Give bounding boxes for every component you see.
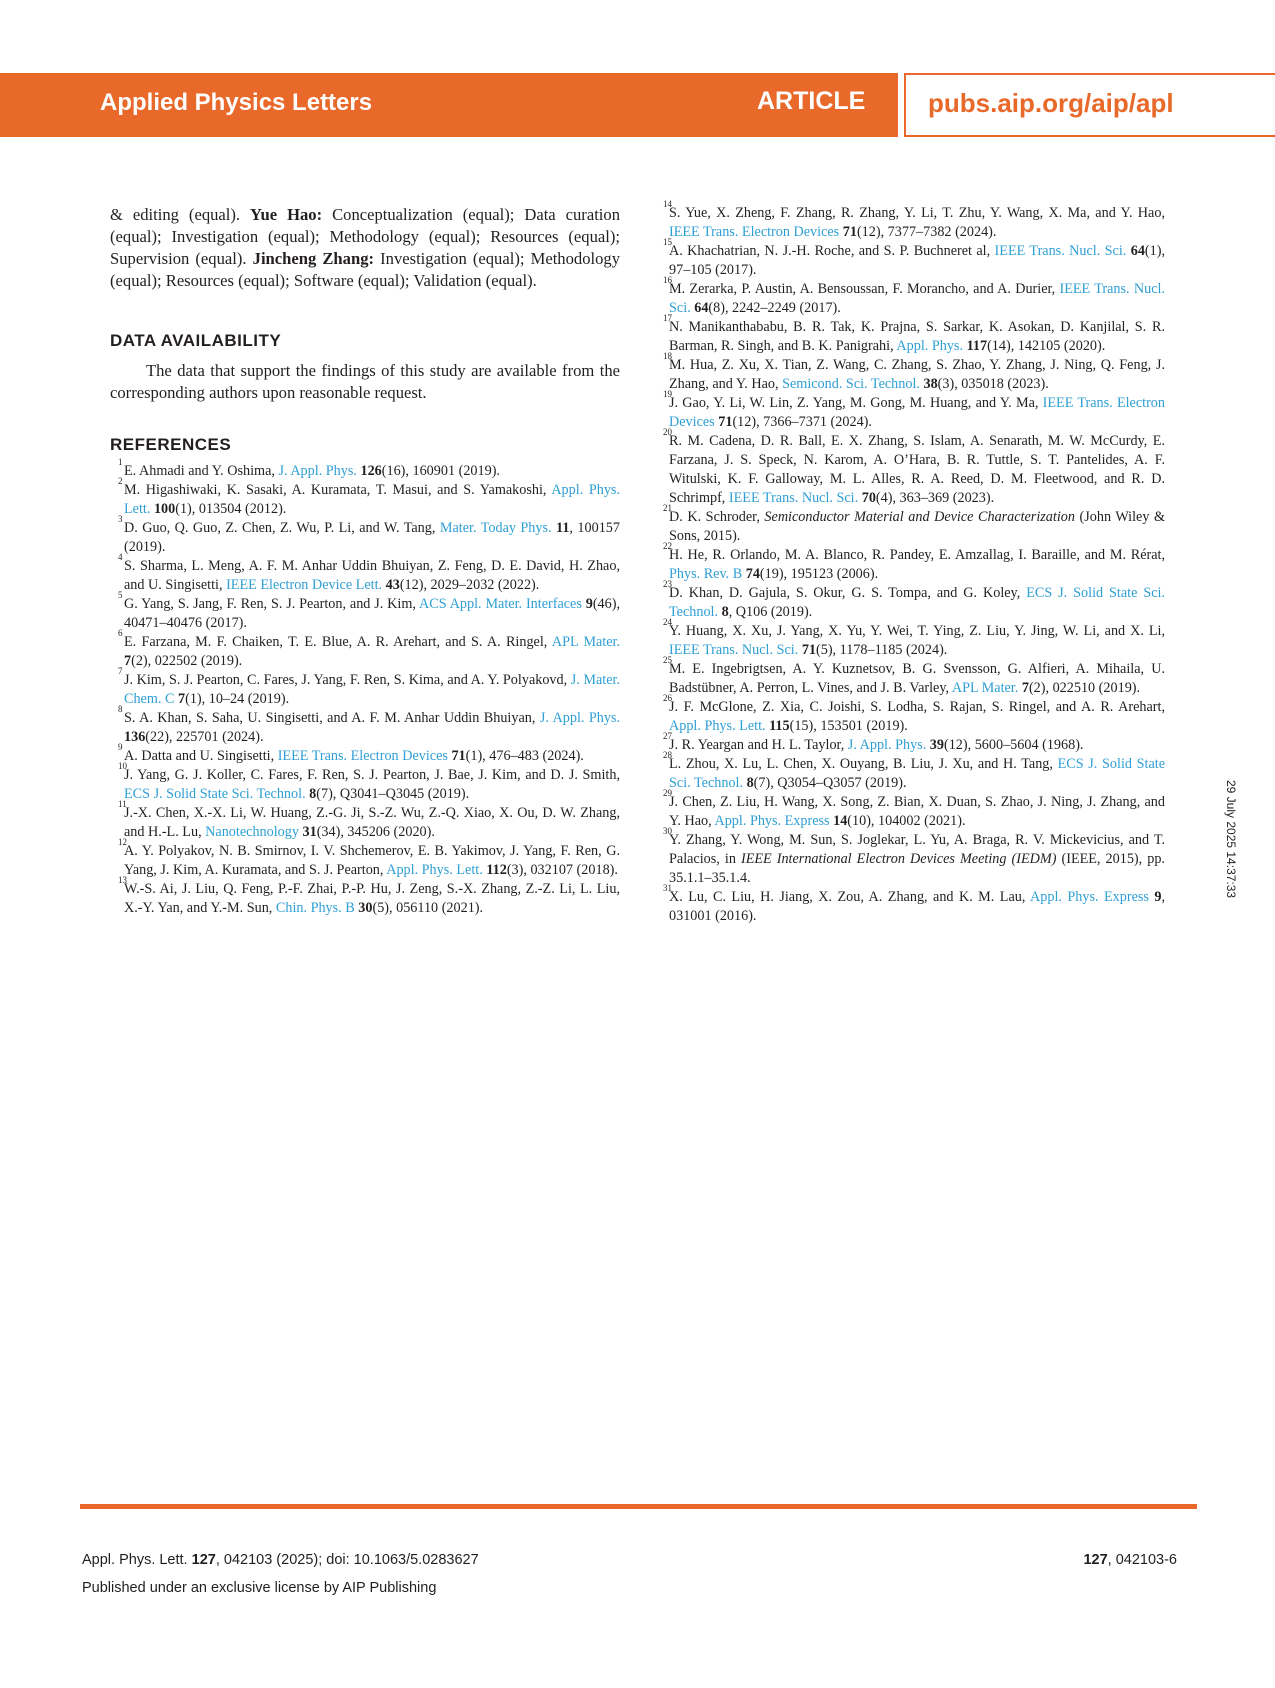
journal-url-link[interactable]: pubs.aip.org/aip/apl xyxy=(928,88,1174,118)
reference-details: (2), 022502 (2019). xyxy=(131,653,243,669)
reference-number: 22 xyxy=(663,541,672,551)
journal-link[interactable]: Chin. Phys. B xyxy=(275,900,355,916)
reference-item xyxy=(655,731,1165,755)
footer-citation xyxy=(82,1552,479,1568)
reference-details: (5), 1178–1185 (2024). xyxy=(816,642,948,658)
reference-details: (46), 40471–40476 (2017). xyxy=(124,596,620,631)
reference-volume: 64 xyxy=(694,300,709,316)
reference-details: (4), 363–369 (2023). xyxy=(875,490,995,506)
article-type-label: ARTICLE xyxy=(757,87,866,115)
reference-authors: A. Datta and U. Singisetti, xyxy=(124,748,278,764)
reference-details: (12), 7366–7371 (2024). xyxy=(732,414,872,430)
reference-authors: A. Y. Polyakov, N. B. Smirnov, I. V. Shchemerov, E. B. Yakimov, J. Yang, F. Ren, G. Yang, J. Kim, A. Kuramata, and S. J. Pearton, xyxy=(124,843,620,878)
reference-details: (1), 476–483 (2024). xyxy=(465,748,584,764)
reference-details: (1), 97–105 (2017). xyxy=(669,243,1165,278)
footer-publisher-note: Published under an exclusive license by AIP Publishing xyxy=(82,1580,437,1596)
journal-link[interactable]: IEEE Trans. Nucl. Sci. xyxy=(669,642,799,658)
reference-volume: 136 xyxy=(124,729,146,745)
download-timestamp: 29 July 2025 14:37:33 xyxy=(1224,780,1238,899)
reference-number: 12 xyxy=(118,837,127,847)
reference-item xyxy=(655,750,1166,793)
reference-authors: A. Khachatrian, N. J.-H. Roche, and S. P. Buchneret al, xyxy=(669,243,995,259)
reference-details: (1), 10–24 (2019). xyxy=(185,691,290,707)
reference-number: 3 xyxy=(118,514,123,524)
reference-item xyxy=(655,617,1165,660)
reference-volume: 38 xyxy=(923,376,938,392)
data-availability-text: The data that support the findings of this study are available from the corresponding authors upon reasonable request. xyxy=(110,361,620,402)
reference-authors: N. Manikanthababu, B. R. Tak, K. Prajna, S. Sarkar, K. Asokan, D. Kanjilal, S. R. Barman, R. Singh, and B. K. Panigrahi, xyxy=(669,319,1165,354)
footer-citation-doi: , 042103 (2025); doi: 10.1063/5.0283627 xyxy=(215,1552,479,1568)
reference-details: (IEEE, 2015), pp. 35.1.1–35.1.4. xyxy=(669,851,1165,886)
journal-link[interactable]: J. Mater. Chem. C xyxy=(124,672,620,707)
reference-number: 16 xyxy=(663,275,672,285)
reference-authors: J. R. Yeargan and H. L. Taylor, xyxy=(669,737,848,753)
reference-item xyxy=(110,704,621,747)
reference-number: 11 xyxy=(118,799,127,809)
book-title: Semiconductor Material and Device Characterization xyxy=(764,509,1075,525)
reference-authors: J. Kim, S. J. Pearton, C. Fares, J. Yang, F. Ren, S. Kima, and A. Y. Polyakovd, xyxy=(124,672,571,688)
reference-volume: 14 xyxy=(833,813,848,829)
reference-authors: J.-X. Chen, X.-X. Li, W. Huang, Z.-G. Ji, S.-Z. Wu, Z.-Q. Xiao, X. Ou, D. W. Zhang, and H.-L. Lu, xyxy=(124,805,620,840)
reference-authors: J. Yang, G. J. Koller, C. Fares, F. Ren, S. J. Pearton, J. Bae, J. Kim, and D. J. Smith, xyxy=(124,767,620,783)
reference-details: (3), 035018 (2023). xyxy=(937,376,1049,392)
footer-page-number xyxy=(1083,1552,1177,1568)
reference-volume: 8 xyxy=(309,786,317,802)
footer-citation-journal: Appl. Phys. Lett. xyxy=(82,1552,192,1568)
reference-number: 9 xyxy=(118,742,123,752)
references-heading: REFERENCES xyxy=(110,435,232,454)
reference-volume: 100 xyxy=(153,501,176,517)
reference-item xyxy=(655,788,1165,831)
reference-number: 25 xyxy=(663,655,672,665)
journal-link[interactable]: ECS J. Solid State Sci. Technol. xyxy=(669,756,1166,791)
reference-number: 5 xyxy=(118,590,123,600)
reference-volume: 8 xyxy=(721,604,729,620)
journal-link[interactable]: Appl. Phys. Express xyxy=(1030,889,1149,905)
reference-details: (12), 2029–2032 (2022). xyxy=(399,577,540,593)
reference-number: 14 xyxy=(663,199,672,209)
reference-item xyxy=(110,552,620,595)
reference-details: (John Wiley & Sons, 2015). xyxy=(669,509,1166,544)
reference-number: 20 xyxy=(663,427,672,437)
reference-number: 6 xyxy=(118,628,123,638)
reference-authors: Y. Huang, X. Xu, J. Yang, X. Yu, Y. Wei, T. Ying, Z. Liu, Y. Jing, W. Li, and X. Li, xyxy=(669,623,1165,639)
contrib-text: Investigation (equal); Methodology (equal); Resources (equal); Software (equal); Validation (equal). xyxy=(110,249,620,290)
reference-details: (5), 056110 (2021). xyxy=(372,900,484,916)
reference-volume: 30 xyxy=(358,900,373,916)
reference-item xyxy=(655,826,1165,888)
reference-volume: 71 xyxy=(842,224,857,240)
reference-details: , 100157 (2019). xyxy=(124,520,620,555)
reference-authors: M. Higashiwaki, K. Sasaki, A. Kuramata, T. Masui, and S. Yamakoshi, xyxy=(124,482,552,498)
reference-item xyxy=(655,427,1165,508)
reference-item xyxy=(110,875,620,918)
reference-volume: 71 xyxy=(718,414,733,430)
data-availability-heading: DATA AVAILABILITY xyxy=(110,331,282,350)
reference-item xyxy=(655,237,1165,280)
reference-authors: E. Ahmadi and Y. Oshima, xyxy=(124,463,279,479)
reference-number: 29 xyxy=(663,788,672,798)
reference-authors: M. E. Ingebrigtsen, A. Y. Kuznetsov, B. G. Svensson, G. Alfieri, A. Mihaila, U. Badstübner, A. Perron, L. Vines, and J. B. Varley, xyxy=(669,661,1165,696)
journal-link[interactable]: Nanotechnology xyxy=(205,824,299,840)
reference-details: (14), 142105 (2020). xyxy=(987,338,1106,354)
reference-number: 1 xyxy=(118,457,123,467)
reference-authors: D. K. Schroder, xyxy=(669,509,765,525)
reference-details: (7), Q3054–Q3057 (2019). xyxy=(753,775,907,791)
reference-details: (8), 2242–2249 (2017). xyxy=(708,300,841,316)
reference-volume: 8 xyxy=(746,775,754,791)
reference-item xyxy=(110,628,620,671)
reference-item xyxy=(655,541,1165,584)
reference-volume: 115 xyxy=(769,718,790,734)
reference-authors: L. Zhou, X. Lu, L. Chen, X. Ouyang, B. Liu, J. Xu, and H. Tang, xyxy=(669,756,1058,772)
right-column xyxy=(655,199,1166,926)
journal-link[interactable]: IEEE Trans. Nucl. Sci. xyxy=(669,281,1165,316)
reference-volume: 64 xyxy=(1130,243,1145,259)
journal-link[interactable]: J. Appl. Phys. xyxy=(539,710,621,726)
reference-details: (3), 032107 (2018). xyxy=(506,862,618,878)
reference-authors: D. Khan, D. Gajula, S. Okur, G. S. Tompa, and G. Koley, xyxy=(669,585,1027,601)
reference-number: 31 xyxy=(663,883,672,893)
journal-link[interactable]: IEEE Electron Device Lett. xyxy=(226,577,383,593)
reference-authors: G. Yang, S. Jang, F. Ren, S. J. Pearton, and J. Kim, xyxy=(124,596,419,612)
reference-volume: 9 xyxy=(585,596,593,612)
journal-link[interactable]: APL Mater. xyxy=(551,634,620,650)
reference-item xyxy=(110,761,620,804)
reference-details: (34), 345206 (2020). xyxy=(316,824,435,840)
reference-authors: R. M. Cadena, D. R. Ball, E. X. Zhang, S. Islam, A. Senarath, M. W. McCurdy, E. Farzana, J. S. Speck, N. Karom, A. O’Hara, B. R. Tuttle, S. T. Pantelides, A. F. Witulski, K. F. Galloway, M. L. Alles, R. A. Reed, D. M. Fleetwood, and R. D. Schrimpf, xyxy=(669,433,1165,506)
reference-item xyxy=(655,503,1166,546)
reference-volume: 71 xyxy=(801,642,816,658)
journal-link[interactable]: ECS J. Solid State Sci. Technol. xyxy=(124,786,306,802)
reference-item xyxy=(655,199,1165,242)
journal-link[interactable]: Appl. Phys. xyxy=(896,338,964,354)
reference-volume: 11 xyxy=(556,520,570,536)
contrib-author-name: Yue Hao: xyxy=(250,205,323,224)
journal-link[interactable]: Appl. Phys. Lett. xyxy=(124,482,620,517)
reference-details: (16), 160901 (2019). xyxy=(381,463,500,479)
reference-number: 23 xyxy=(663,579,672,589)
reference-details: (12), 7377–7382 (2024). xyxy=(856,224,997,240)
reference-number: 28 xyxy=(663,750,672,760)
author-contributions-paragraph xyxy=(110,204,620,292)
journal-link[interactable]: Phys. Rev. B xyxy=(669,566,743,582)
reference-item xyxy=(110,476,620,519)
reference-item xyxy=(110,590,620,633)
reference-number: 19 xyxy=(663,389,672,399)
reference-volume: 7 xyxy=(124,653,132,669)
reference-volume: 112 xyxy=(486,862,507,878)
reference-number: 21 xyxy=(663,503,672,513)
journal-link[interactable]: Appl. Phys. Lett. xyxy=(386,862,483,878)
reference-item xyxy=(655,389,1165,432)
reference-authors: M. Hua, Z. Xu, X. Tian, Z. Wang, C. Zhang, S. Zhao, Y. Zhang, J. Ning, Q. Feng, J. Zhang, and Y. Hao, xyxy=(669,357,1165,392)
reference-number: 24 xyxy=(663,617,672,627)
reference-item xyxy=(655,693,1165,736)
journal-link[interactable]: J. Appl. Phys. xyxy=(847,737,927,753)
footer-citation-volume: 127 xyxy=(191,1552,216,1568)
reference-authors: X. Lu, C. Liu, H. Jiang, X. Zou, A. Zhang, and K. M. Lau, xyxy=(669,889,1031,905)
reference-details: (10), 104002 (2021). xyxy=(847,813,966,829)
reference-volume: 74 xyxy=(745,566,760,582)
reference-volume: 9 xyxy=(1154,889,1162,905)
reference-number: 7 xyxy=(118,666,123,676)
proceedings-title: IEEE International Electron Devices Meeting (IEDM) xyxy=(740,851,1057,867)
contrib-author-name: Jincheng Zhang: xyxy=(252,249,375,268)
reference-authors: S. Sharma, L. Meng, A. F. M. Anhar Uddin Bhuiyan, Z. Feng, D. E. David, H. Zhao, and U. Singisetti, xyxy=(124,558,620,593)
journal-link[interactable]: IEEE Trans. Electron Devices xyxy=(277,748,448,764)
reference-authors: D. Guo, Q. Guo, Z. Chen, Z. Wu, P. Li, and W. Tang, xyxy=(124,520,440,536)
journal-link[interactable]: ECS J. Solid State Sci. Technol. xyxy=(669,585,1165,620)
reference-authors: S. Yue, X. Zheng, F. Zhang, R. Zhang, Y. Li, T. Zhu, Y. Wang, X. Ma, and Y. Hao, xyxy=(669,205,1165,221)
reference-item xyxy=(110,837,620,880)
contrib-text: & editing (equal). xyxy=(110,205,251,224)
journal-link[interactable]: ACS Appl. Mater. Interfaces xyxy=(419,596,582,612)
reference-item xyxy=(655,883,1166,926)
reference-volume: 43 xyxy=(385,577,400,593)
reference-number: 15 xyxy=(663,237,672,247)
reference-item xyxy=(655,275,1165,318)
contrib-text: Conceptualization (equal); Data curation (equal); Investigation (equal); Methodology (equal); Resources (equal); Supervision (equal). xyxy=(110,205,621,268)
reference-item xyxy=(655,351,1165,394)
reference-volume: 71 xyxy=(451,748,466,764)
reference-details: (12), 5600–5604 (1968). xyxy=(943,737,1084,753)
reference-number: 4 xyxy=(118,552,123,562)
reference-item xyxy=(110,514,620,557)
journal-link[interactable]: IEEE Trans. Electron Devices xyxy=(669,224,840,240)
journal-link[interactable]: Mater. Today Phys. xyxy=(439,520,552,536)
reference-item xyxy=(110,742,620,766)
reference-authors: E. Farzana, M. F. Chaiken, T. E. Blue, A. R. Arehart, and S. A. Ringel, xyxy=(124,634,552,650)
footer-page-volume: 127 xyxy=(1083,1552,1108,1568)
reference-details: (7), Q3041–Q3045 (2019). xyxy=(316,786,470,802)
reference-item xyxy=(110,457,620,481)
reference-number: 17 xyxy=(663,313,672,323)
journal-link[interactable]: Semicond. Sci. Technol. xyxy=(782,376,920,392)
reference-number: 10 xyxy=(118,761,127,771)
reference-details: , Q106 (2019). xyxy=(728,604,813,620)
reference-authors: J. Chen, Z. Liu, H. Wang, X. Song, Z. Bian, X. Duan, S. Zhao, J. Ning, J. Zhang, and Y. Hao, xyxy=(669,794,1165,829)
reference-details: (15), 153501 (2019). xyxy=(789,718,908,734)
reference-authors: S. A. Khan, S. Saha, U. Singisetti, and A. F. M. Anhar Uddin Bhuiyan, xyxy=(124,710,540,726)
reference-details: (19), 195123 (2006). xyxy=(759,566,879,582)
reference-authors: W.-S. Ai, J. Liu, Q. Feng, P.-F. Zhai, P.-P. Hu, J. Zeng, S.-X. Zhang, Z.-Z. Li, L. Liu, X.-Y. Yan, and Y.-M. Sun, xyxy=(124,881,620,916)
reference-volume: 31 xyxy=(302,824,317,840)
journal-title: Applied Physics Letters xyxy=(100,89,373,116)
journal-link[interactable]: IEEE Trans. Nucl. Sci. xyxy=(728,490,859,506)
reference-details: (1), 013504 (2012). xyxy=(175,501,287,517)
reference-item xyxy=(655,313,1165,356)
journal-link[interactable]: Appl. Phys. Express xyxy=(714,813,830,829)
journal-link[interactable]: APL Mater. xyxy=(951,680,1019,696)
reference-volume: 126 xyxy=(360,463,382,479)
reference-number: 30 xyxy=(663,826,672,836)
reference-number: 26 xyxy=(663,693,672,703)
reference-authors: Y. Zhang, Y. Wong, M. Sun, S. Joglekar, L. Yu, A. Braga, R. V. Mickevicius, and T. Palacios, in xyxy=(669,832,1165,867)
reference-details: (2), 022510 (2019). xyxy=(1028,680,1141,696)
journal-link[interactable]: Appl. Phys. Lett. xyxy=(669,718,766,734)
reference-volume: 7 xyxy=(1021,680,1029,696)
reference-item xyxy=(110,666,620,709)
reference-authors: H. He, R. Orlando, M. A. Blanco, R. Pandey, E. Amzallag, I. Baraille, and M. Rérat, xyxy=(669,547,1165,563)
reference-authors: J. Gao, Y. Li, W. Lin, Z. Yang, M. Gong, M. Huang, and Y. Ma, xyxy=(669,395,1043,411)
journal-link[interactable]: J. Appl. Phys. xyxy=(278,463,357,479)
reference-item xyxy=(110,799,620,842)
reference-volume: 70 xyxy=(861,490,876,506)
reference-volume: 117 xyxy=(966,338,988,354)
reference-authors: M. Zerarka, P. Austin, A. Bensoussan, F. Morancho, and A. Durier, xyxy=(669,281,1060,297)
reference-item xyxy=(655,655,1165,698)
reference-details: (22), 225701 (2024). xyxy=(145,729,264,745)
footer-page-id: , 042103-6 xyxy=(1107,1552,1177,1568)
reference-number: 18 xyxy=(663,351,672,361)
reference-number: 13 xyxy=(118,875,127,885)
reference-authors: J. F. McGlone, Z. Xia, C. Joishi, S. Lodha, S. Rajan, S. Ringel, and A. R. Arehart, xyxy=(669,699,1165,715)
journal-link[interactable]: IEEE Trans. Nucl. Sci. xyxy=(994,243,1127,259)
left-column xyxy=(110,204,620,918)
reference-volume: 39 xyxy=(929,737,944,753)
reference-item xyxy=(655,579,1165,622)
reference-number: 2 xyxy=(118,476,123,486)
reference-number: 27 xyxy=(663,731,672,741)
footer-rule xyxy=(80,1504,1197,1509)
journal-link[interactable]: IEEE Trans. Electron Devices xyxy=(669,395,1165,430)
reference-details: , 031001 (2016). xyxy=(669,889,1166,924)
reference-number: 8 xyxy=(118,704,123,714)
reference-volume: 7 xyxy=(178,691,186,707)
